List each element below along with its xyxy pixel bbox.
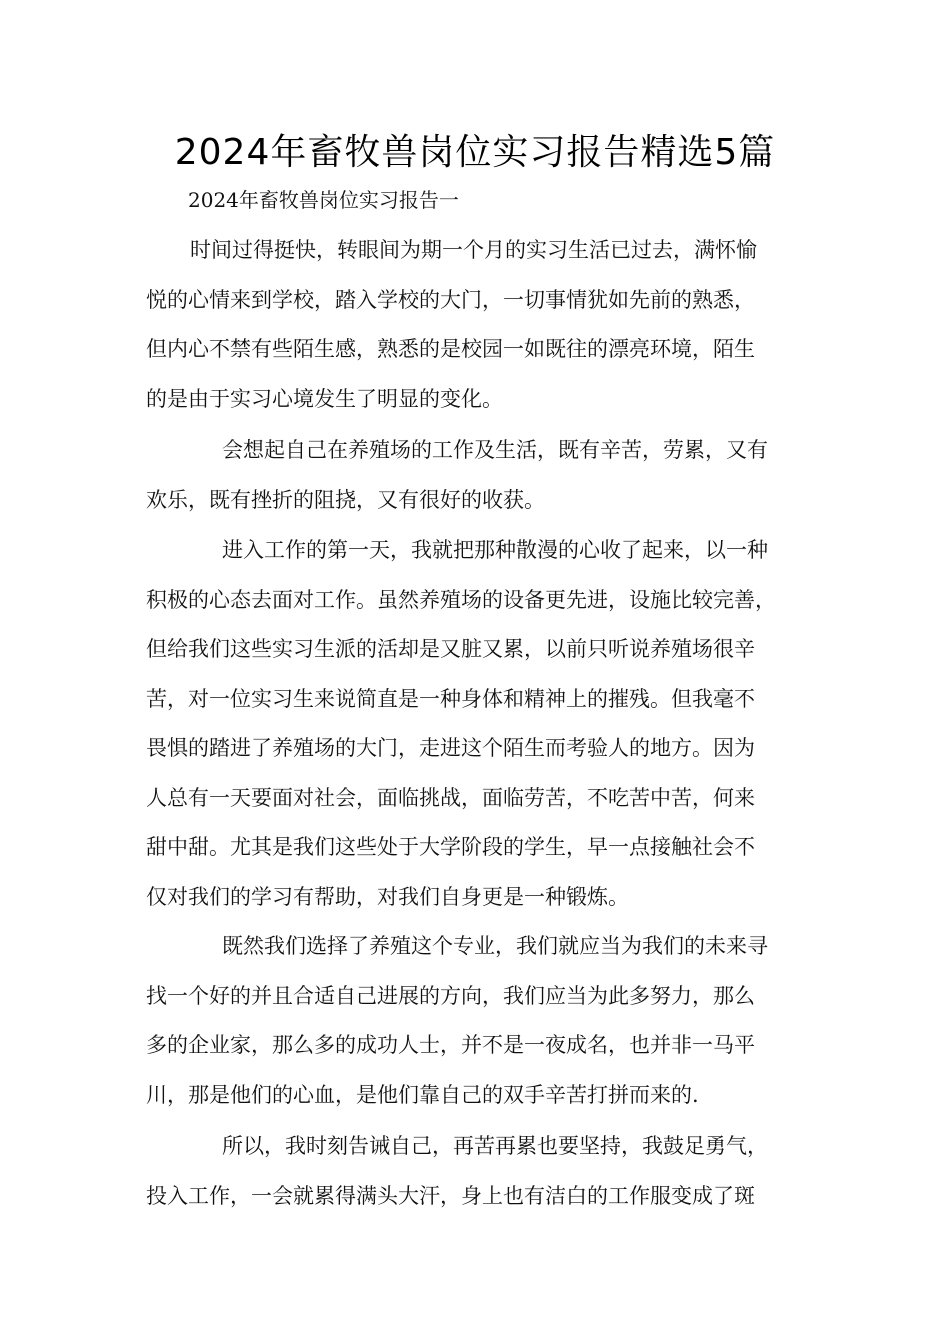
paragraph-line: 川，那是他们的心血，是他们靠自己的双手辛苦打拼而来的. <box>146 1082 699 1107</box>
paragraph-line: 所以，我时刻告诫自己，再苦再累也要坚持，我鼓足勇气， <box>222 1134 768 1158</box>
paragraph-line: 既然我们选择了养殖这个专业，我们就应当为我们的未来寻 <box>222 934 768 958</box>
section-heading: 2024年畜牧兽岗位实习报告一 <box>188 188 459 212</box>
paragraph-line: 但内心不禁有些陌生感，熟悉的是校园一如既往的漂亮环境，陌生 <box>146 337 755 361</box>
paragraph-line: 苦，对一位实习生来说简直是一种身体和精神上的摧残。但我毫不 <box>146 686 755 711</box>
paragraph-line: 仅对我们的学习有帮助，对我们自身更是一种锻炼。 <box>146 884 629 909</box>
paragraph-line: 甜中甜。尤其是我们这些处于大学阶段的学生，早一点接触社会不 <box>146 835 755 859</box>
paragraph-line: 悦的心情来到学校，踏入学校的大门，一切事情犹如先前的熟悉， <box>146 287 755 312</box>
paragraph-5 <box>146 1122 806 1221</box>
paragraph-line: 投入工作，一会就累得满头大汗，身上也有洁白的工作服变成了斑 <box>146 1183 755 1208</box>
document-title: 2024年畜牧兽岗位实习报告精选5篇 <box>174 132 776 173</box>
paragraph-4 <box>146 922 806 1120</box>
paragraph-2 <box>146 426 806 525</box>
paragraph-line: 找一个好的并且合适自己进展的方向，我们应当为此多努力，那么 <box>146 983 755 1008</box>
paragraph-line: 的是由于实习心境发生了明显的变化。 <box>146 386 503 411</box>
paragraph-line: 畏惧的踏进了养殖场的大门，走进这个陌生而考验人的地方。因为 <box>146 736 755 760</box>
paragraph-line: 会想起自己在养殖场的工作及生活，既有辛苦，劳累，又有 <box>222 438 768 462</box>
paragraph-line: 积极的心态去面对工作。虽然养殖场的设备更先进，设施比较完善， <box>146 587 776 612</box>
paragraph-line: 欢乐，既有挫折的阻挠，又有很好的收获。 <box>146 487 545 512</box>
paragraph-line: 时间过得挺快，转眼间为期一个月的实习生活已过去，满怀愉 <box>190 238 757 262</box>
paragraph-line: 人总有一天要面对社会，面临挑战，面临劳苦，不吃苦中苦，何来 <box>146 785 755 810</box>
paragraph-line: 进入工作的第一天，我就把那种散漫的心收了起来，以一种 <box>222 538 768 562</box>
paragraph-1 <box>146 226 806 424</box>
paragraph-line: 多的企业家，那么多的成功人士，并不是一夜成名，也并非一马平 <box>146 1033 755 1057</box>
paragraph-line: 但给我们这些实习生派的活却是又脏又累，以前只听说养殖场很辛 <box>146 637 755 661</box>
paragraph-3 <box>146 526 806 922</box>
